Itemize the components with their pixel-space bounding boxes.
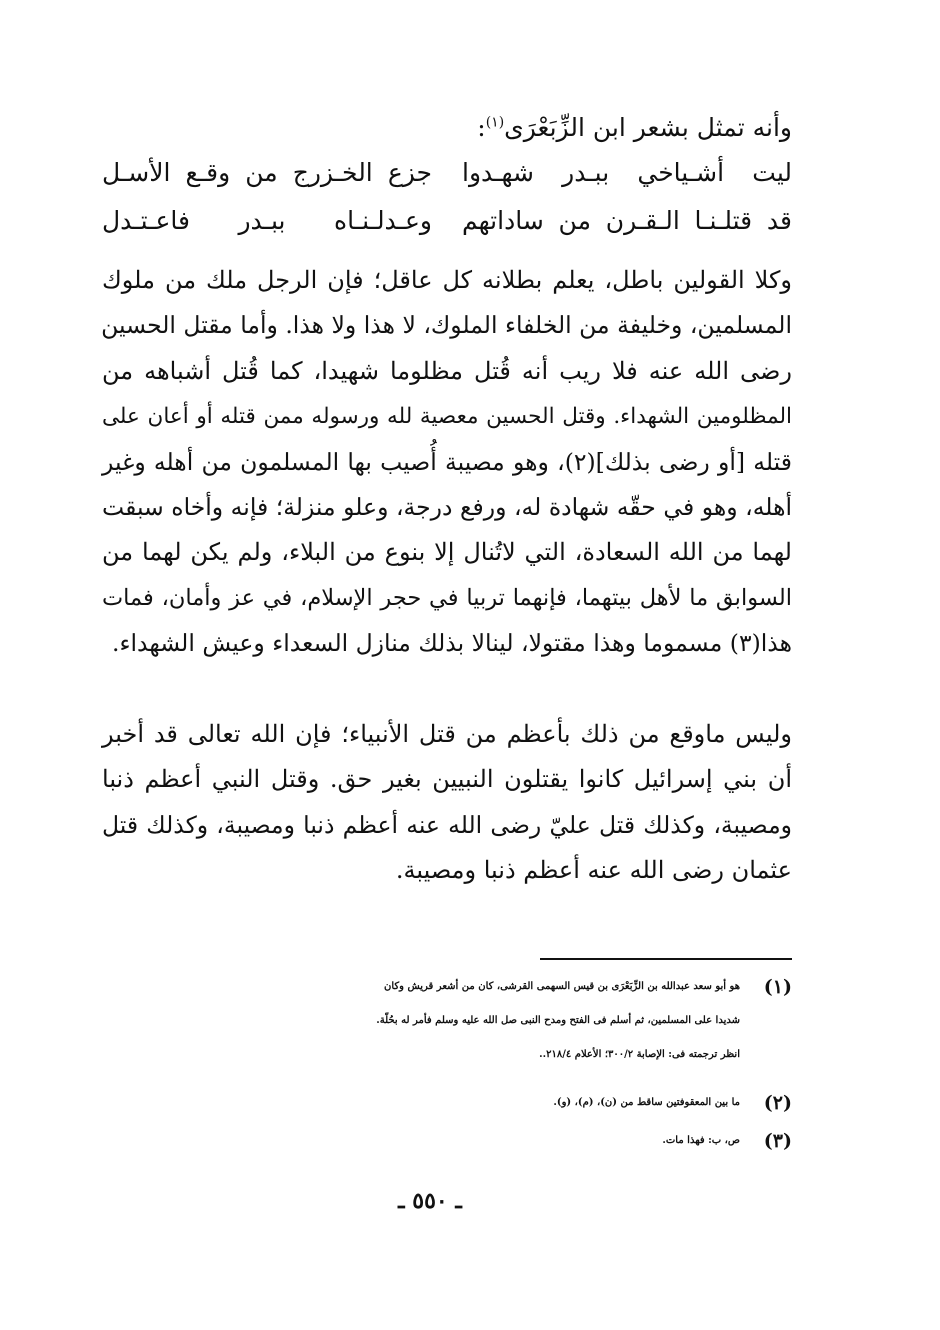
footnote-line: انظر ترجمته فى: الإصابة ٣٠٠/٢؛ الأعلام ٢١٨/٤.. [539, 1049, 740, 1060]
footnote-number: (١) [763, 976, 792, 998]
footnote-body [102, 970, 740, 1072]
footnote-1 [102, 970, 792, 1072]
footnote-line: هو أبو سعد عبدالله بن الزِّبَعْرَى بن قيس السهمى القرشى، كان من أشعر قريش وكان [384, 981, 740, 992]
paragraph-line: قتله [أو رضى بذلك](٢)، وهو مصيبة أُصيب بها المسلمون من أهله وغير [102, 447, 792, 476]
intro-colon: : [477, 113, 486, 142]
paragraph-second [102, 712, 792, 894]
footnote-number: (٢) [763, 1092, 792, 1114]
paragraph-line: رضى الله عنه فلا ريب أنه قُتل مظلوما شهيدا، كما قُتل أشباهه من [102, 356, 792, 385]
verse-hemistich-first: ليت أشـياخي ببـدر شهـدوا [462, 158, 792, 187]
paragraph-line: وليس ماوقع من ذلك بأعظم من قتل الأنبياء؛ فإن الله تعالى قد أخبر [102, 720, 792, 748]
footnote-line: ما بين المعقوفتين ساقط من (ن)، (م)، (و). [553, 1097, 740, 1108]
footnote-line: ص، ب: فهذا مات. [662, 1135, 740, 1146]
footnote-divider [540, 958, 792, 960]
paragraph-line: عثمان رضى الله عنه أعظم ذنبا ومصيبة. [395, 856, 792, 885]
footnote-2 [102, 1086, 792, 1120]
intro-text: وأنه تمثل بشعر ابن الزِّبَعْرَى [504, 113, 792, 142]
paragraph-line: السوابق ما لأهل بيتهما، فإنهما تربيا في حجر الإسلام، في عز وأمان، فمات [102, 584, 792, 611]
paragraph-main [102, 258, 792, 667]
footnote-body [102, 1086, 740, 1120]
paragraph-line: وكلا القولين باطل، يعلم بطلانه كل عاقل؛ فإن الرجل ملك من ملوك [102, 266, 792, 294]
intro-line [477, 104, 792, 152]
footnote-body [102, 1124, 740, 1158]
paragraph-line: المسلمين، وخليفة من الخلفاء الملوك، لا هذا ولا هذا. وأما مقتل الحسين [101, 311, 792, 340]
verse-hemistich-first: قد قتلـنـا الـقـرن من ساداتهم [462, 206, 792, 235]
paragraph-line: أهله، وهو في حقّه شهادة له، ورفع درجة، وعلو منزلة؛ فإنه وأخاه سبقت [102, 492, 792, 521]
footnote-ref-1[interactable]: (١) [485, 114, 505, 131]
verse-line [102, 206, 792, 250]
footnote-3 [102, 1124, 792, 1158]
verse-hemistich-second: وعـدلـنـاه ببـدر فاعـتـدل [102, 206, 432, 235]
verse-hemistich-second: جزع الخـزرج من وقـع الأسـل [102, 158, 432, 187]
paragraph-line: لهما من الله السعادة، التي لاتُنال إلا بنوع من البلاء، ولم يكن لهما من [102, 538, 792, 567]
verse-line [102, 158, 792, 202]
page-number: ـ ٥٥٠ ـ [398, 1188, 462, 1214]
paragraph-line: هذا(٣) مسموما وهذا مقتولا، لينالا بذلك منازل السعداء وعيش الشهداء. [112, 629, 792, 658]
paragraph-line: المظلومين الشهداء. وقتل الحسين معصية لله ورسوله ممن قتله أو أعان على [102, 404, 792, 430]
footnote-line: شديدا على المسلمين، ثم أسلم فى الفتح ومدح النبى صل الله عليه وسلم فأمر له بحُلّة. [376, 1015, 740, 1026]
paragraph-line: أن بني إسرائيل كانوا يقتلون النبيين بغير حق. وقتل النبي أعظم ذنبا [102, 765, 792, 794]
paragraph-line: ومصيبة، وكذلك قتل عليّ رضى الله عنه أعظم ذنبا ومصيبة، وكذلك قتل [102, 810, 792, 839]
footnote-number: (٣) [763, 1130, 792, 1152]
